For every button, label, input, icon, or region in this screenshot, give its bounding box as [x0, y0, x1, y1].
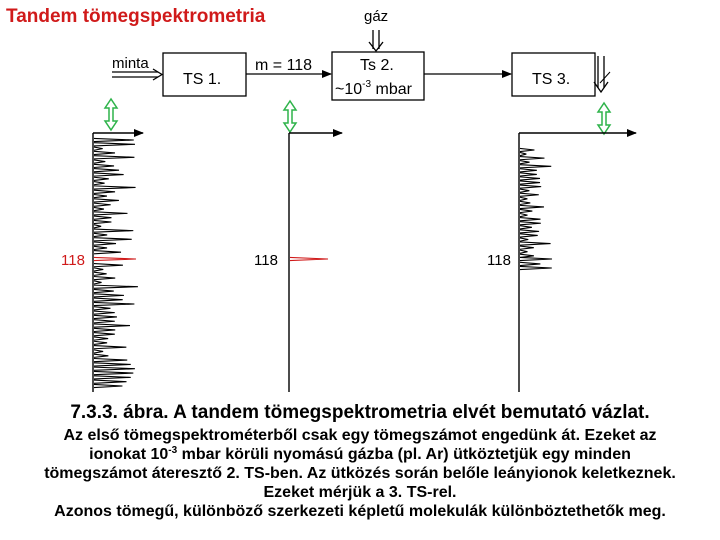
spectrum-peak — [520, 254, 534, 257]
ts1-label: TS 1. — [183, 71, 222, 88]
spectrum-peak — [94, 164, 114, 167]
spectrum-peak — [520, 218, 540, 221]
spectrum-peak — [520, 238, 528, 241]
spectrum-peak — [94, 367, 135, 370]
spectrum-peak — [94, 173, 124, 176]
spectrum-peak — [94, 384, 122, 387]
spectrum-peak — [94, 294, 124, 297]
spectrum-peak — [94, 350, 103, 353]
spectrum-peak — [94, 324, 130, 327]
peak-label: 118 — [61, 252, 85, 269]
peak-label: 118 — [254, 252, 278, 269]
spectrum-peak — [520, 242, 551, 245]
spectrum-peak — [520, 262, 540, 265]
spectrum-peak — [520, 230, 539, 233]
spectrum-peak — [94, 277, 115, 280]
spectrum-peak — [520, 181, 540, 184]
spectrum-peak — [94, 311, 115, 314]
spectrum-peak — [520, 266, 552, 269]
spectrum-peak — [94, 302, 134, 305]
spectrum-peak — [94, 147, 103, 150]
spectrum2-peaks — [290, 257, 328, 260]
spectrum-peak — [520, 209, 532, 212]
ts2-label-line2: $\sim 10^{-3}$ mbar — [335, 79, 412, 98]
spectrum-peak — [520, 197, 527, 200]
spectrum-peak — [94, 346, 126, 349]
spectrum-peak — [520, 173, 537, 176]
mass-select-label: m = 118 — [255, 57, 313, 74]
spectrum-peak — [94, 298, 123, 301]
caption-line: tömegszámot áteresztő 2. TS-ben. Az ütközés során belőle leányionok keletkeznek. — [44, 465, 676, 482]
spectrum-peak — [520, 177, 540, 180]
spectrum-peak — [520, 189, 529, 192]
highlight-peak — [290, 257, 328, 260]
peak-label: 118 — [487, 252, 511, 269]
spectrum-peak — [94, 182, 105, 185]
spectrum-peak — [94, 315, 117, 318]
spectrum3-peaks — [520, 148, 552, 269]
spectrum-peak — [94, 190, 115, 193]
spectrum-peak — [94, 225, 101, 228]
page-title: Tandem tömegspektrometria — [6, 6, 266, 27]
spectrum-peak — [94, 289, 114, 292]
spectrum-peak — [94, 216, 111, 219]
ts2-label-line1: Ts 2. — [360, 57, 394, 74]
caption-line: Azonos tömegű, különböző szerkezeti képletű molekulák különböztethetők meg. — [54, 503, 666, 520]
spectrum-peak — [520, 226, 532, 229]
spectrum-peak — [520, 222, 541, 225]
spectrum-peak — [520, 148, 534, 151]
caption-line: Az első tömegspektrométerből csak egy tömegszámot engedünk át. Ezeket az — [63, 427, 657, 444]
sample-label: minta — [112, 55, 149, 72]
double-arrow-icon — [284, 101, 296, 132]
spectrum-peak — [94, 186, 136, 189]
spectrum-peak — [94, 307, 110, 310]
spectrum-peak — [94, 207, 104, 210]
spectrum-peak — [520, 250, 527, 253]
spectrum-peak — [94, 212, 127, 215]
spectrum-peak — [94, 156, 134, 159]
spectrum-peak — [94, 328, 115, 331]
spectrum-peak — [520, 161, 530, 164]
spectrum-peak — [94, 272, 107, 275]
double-arrow-icon — [598, 103, 610, 134]
spectrum-peak — [94, 251, 121, 254]
spectrum-peak — [520, 185, 541, 188]
spectrum-peak — [94, 160, 105, 163]
spectrum-peak — [520, 234, 538, 237]
spectrum-peak — [520, 257, 552, 260]
spectrum-peak — [94, 268, 103, 271]
spectrum-peak — [520, 201, 530, 204]
spectrum-peak — [94, 371, 133, 374]
caption — [0, 402, 720, 521]
spectrum-peak — [94, 281, 102, 284]
caption-line: Ezeket mérjük a 3. TS-rel. — [263, 484, 457, 501]
spectrum-peak — [520, 157, 544, 160]
gas-label: gáz — [364, 8, 389, 25]
spectrum-peak — [94, 285, 138, 288]
spectrum-peak — [94, 199, 119, 202]
spectrum-peak — [94, 264, 123, 267]
spectrum-peak — [94, 376, 131, 379]
spectrum-peak — [520, 193, 539, 196]
spectrum-peak — [94, 354, 108, 357]
spectrum-peak — [94, 380, 127, 383]
spectrum-peak — [520, 214, 527, 217]
spectrum-peak — [94, 151, 115, 154]
spectrum-peak — [520, 165, 551, 168]
spectrum-peak — [520, 205, 544, 208]
highlight-peak — [94, 257, 136, 260]
ts3-label: TS 3. — [532, 71, 571, 88]
spectrum-peak — [94, 203, 111, 206]
figure-caption: 7.3.3. ábra. A tandem tömegspektrometria elvét bemutató vázlat. — [70, 402, 650, 423]
spectrum-peak — [94, 229, 133, 232]
spectrum-peak — [94, 333, 115, 336]
spectrum-peak — [94, 246, 107, 249]
spectrum-peak — [94, 169, 119, 172]
spectrum1-peaks — [94, 138, 138, 387]
spectrum-peak — [520, 152, 526, 155]
spectrum-peak — [94, 337, 108, 340]
spectrum-peak — [94, 143, 135, 146]
spectrum-peak — [94, 359, 127, 362]
spectrum-peak — [94, 341, 107, 344]
spectrum-peak — [94, 233, 107, 236]
spectrum-peak — [520, 169, 537, 172]
spectrum-peak — [520, 246, 534, 249]
spectrum-peak — [94, 320, 115, 323]
spectrum-peak — [94, 238, 132, 241]
double-arrow-icon — [105, 99, 117, 130]
spectrum-peak — [94, 177, 109, 180]
spectrum-peak — [94, 220, 111, 223]
ts3-exit-arrow — [594, 56, 610, 92]
gas-inlet-arrow — [369, 30, 383, 51]
spectrum-peak — [94, 138, 134, 141]
spectrum-peak — [94, 195, 107, 198]
caption-line: ionokat $10^{-3}$ mbar körüli nyomású gázba (pl. Ar) ütköztetjük egy minden — [89, 445, 631, 463]
spectrum-peak — [94, 363, 131, 366]
spectrum-peak — [94, 242, 116, 245]
